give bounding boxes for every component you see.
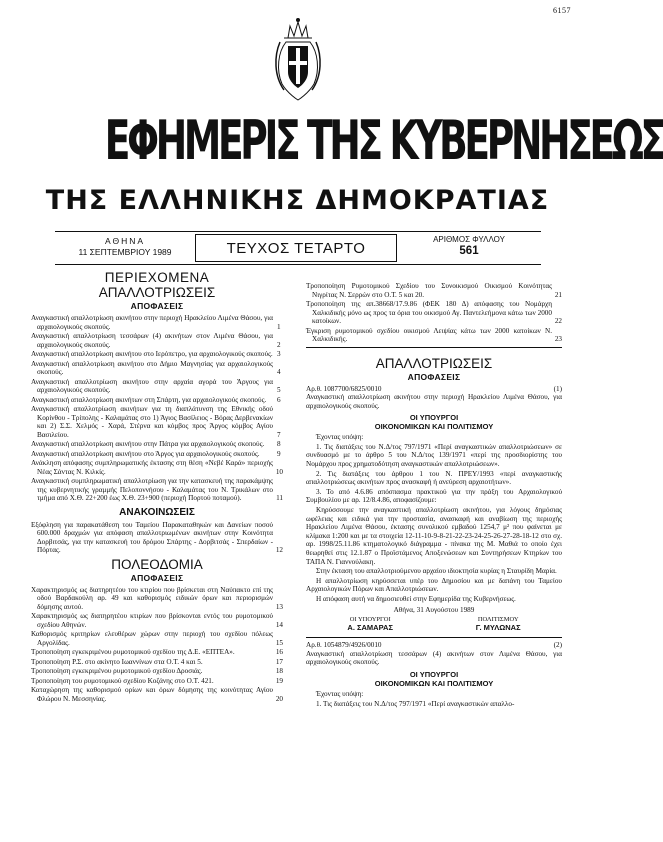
issue-info-bar [55,231,541,265]
toc-item[interactable]: Αναγκαστική συμπληρωματική απαλλοτρίωση για την κατασκευή της παρακάμψης της κυβερνητικής γραμμής Πελοποννήσου - Καλαμάτας του Ν. Τρικάλων στο τμήμα από Χ.Θ. 22+200 έως Χ.Θ. 23+900 (περιοχή Πορτού ποταμού). 11 [31,477,283,502]
toc-item[interactable]: Αναγκαστική απαλλοτρίωση ακινήτου στο Ιερόπετρο, για αρχαιολογικούς σκοπούς. 3 [31,350,281,358]
decree-paragraph: Η απόφαση αυτή να δημοσιευθεί στην Εφημερίδα της Κυβερνήσεως. [316,594,516,603]
decree-number: (1) [553,384,562,393]
decree-summary: Αναγκαστική απαλλοτρίωση τεσσάρων (4) ακινήτων στον Λιμένα Θάσου, για αρχαιολογικούς σκοπούς. [306,649,562,667]
toc-item[interactable]: Έγκριση ρυμοτομικού σχεδίου οικισμού Λειψίας κάτω των 2000 κατοίκων Ν. Χαλκιδικής. 23 [306,326,562,343]
sheet-number-block [397,232,541,264]
toc-section-heading: ΑΝΑΚΟΙΝΩΣΕΙΣ [119,506,195,518]
signature-name: Γ. ΜΥΛΩΝΑΣ [475,623,521,633]
toc-item[interactable]: Καταχώρηση της καθορισμού ορίων και όρων δόμησης της κοινότητας Αγίου Φλώρου Ν. Μεσσηνίας. 20 [31,686,283,703]
toc-item[interactable]: Αναγκαστική απαλλοτρίωση ακινήτου στην περιοχή Ηρακλείου Λιμένα Θάσου, για αρχαιολογικούς σκοπούς. 1 [31,314,281,331]
decree-summary: Αναγκαστική απαλλοτρίωση ακινήτου στην περιοχή Ηρακλείου Λιμένα Θάσου, για αρχαιολογικούς σκοπούς. [306,393,562,410]
toc-item[interactable]: Τροποποίηση Ρ.Σ. στο ακίνητο Ιωαννίνων στα Ο.Τ. 4 και 5. 17 [31,657,283,666]
section-heading: ΑΠΑΛΛΟΤΡΙΩΣΕΙΣ [375,355,493,371]
toc-section-heading: ΠΟΛΕΟΔΟΜΙΑ [111,556,203,572]
decree-reference: Αρ.θ. 1054879/4926/0010 [306,641,382,650]
toc-continuation [306,282,562,709]
decree-paragraph: Η απαλλοτρίωση κηρύσσεται υπέρ του Δημοσίου και με δαπάνη του Ταμείου Αρχαιολογικών Πόρων και Απαλλοτριώσεων. [306,576,562,594]
signature-role: ΟΙ ΥΠΟΥΡΓΟΙ [349,616,391,624]
ministers-heading: ΟΙ ΥΠΟΥΡΓΟΙ ΟΙΚΟΝΟΜΙΚΩΝ ΚΑΙ ΠΟΛΙΤΙΣΜΟΥ [374,669,494,688]
toc-section-heading: ΑΠΑΛΛΟΤΡΙΩΣΕΙΣ [98,285,216,300]
toc-item[interactable]: Χαρακτηρισμός ως διατηρητέου του κτιρίου που βρίσκεται στη Ναύπακτο επί της οδού Βαρδακούλη αρ. 49 και καθορισμός ειδικών όρων και περιορισμών δόμησης αυτού. 13 [31,585,283,611]
toc-item[interactable]: Χαρακτηρισμός ως διατηρητέου κτιρίων που βρίσκονται εντός του ρυμοτομικού σχεδίου Αθηνών. 14 [31,612,283,629]
issue-place-date [55,232,195,264]
toc-item[interactable]: Αναγκαστική απαλλοτρίωση ακινήτων στη Σπάρτη, για αρχαιολογικούς σκοπούς. 6 [31,395,281,404]
toc-item[interactable]: Τροποποίηση εγκεκριμένου ρυμοτομικού σχεδίου της Δ.Ε. «ΕΠΤΕΑ». 16 [31,648,283,656]
ministers-heading: ΟΙ ΥΠΟΥΡΓΟΙ ΟΙΚΟΝΟΜΙΚΩΝ ΚΑΙ ΠΟΛΙΤΙΣΜΟΥ [374,413,494,432]
toc-item[interactable]: Αναγκαστική απαλλοτρίωση ακινήτου στην αρχαία αγορά του Άργους για αρχαιολογικούς σκοπούς. 5 [31,377,281,394]
decree-paragraph: 3. Το από 4.6.86 απόσπασμα πρακτικού για την πράξη του Αρχαιολογικού Συμβουλίου με αρ. 12/8.4.86, αποφασίζουμε: [306,487,562,505]
toc-section-subheading: ΑΠΟΦΑΣΕΙΣ [130,572,184,583]
page-number: 6157 [553,6,571,15]
table-of-contents [31,270,283,704]
decree-header [306,385,562,394]
decree-paragraph: 2. Τις διατάξεις του άρθρου 1 του Ν. ΠΡΕΥ/1993 «περί αναγκαστικής απαλλοτριώσεως ακινήτων προς ανασκαφή ή ανεύρεση αρχαιοτήτων». [306,469,562,487]
decree-body [306,690,562,708]
decree-body [306,433,562,603]
toc-item[interactable]: Καθορισμός κριτηρίων ελευθέρων χώρων στην περιοχή του σχεδίου πόλεως Αργολίδας. 15 [31,630,283,647]
newspaper-title: ΕΦΗΜΕΡΙΣ ΤΗΣ ΚΥΒΕΡΝΗΣΕΩΣ [104,109,663,172]
toc-item[interactable]: Τροποποίηση εγκεκριμένου ρυμοτομικού σχεδίου Δροσιάς. 18 [31,667,283,675]
toc-item[interactable]: Αναγκαστική απαλλοτρίωση ακινήτου στο Δήμιο Μαγνησίας για αρχαιολογικούς σκοπούς. 4 [31,359,281,376]
issue-type: ΤΕΥΧΟΣ ΤΕΤΑΡΤΟ [226,239,366,257]
toc-item[interactable]: Αναγκαστική απαλλοτρίωση ακινήτων για τη διαπλάτυνση της Εθνικής οδού Κορίνθου - Τρίπολης - Καλαμάτας στο 1) Άγιος Βασίλειος - Βόρας Δερβενακίων και 2) Σ.Σ. Χελμός - Χαρά, Στέρνα και κόμβος προς Άργος κόμβος Αγίου Βασιλείου. 7 [31,405,281,439]
decree-header [306,641,562,650]
decree-number: (2) [553,641,562,650]
coat-of-arms-emblem [266,12,330,104]
toc-item[interactable]: Αναγκαστική απαλλοτρίωση ακινήτου στην Πάτρα για αρχαιολογικούς σκοπούς. 8 [31,440,281,448]
decree-paragraph: 1. Τις διατάξεις του Ν.Δ/τος 797/1971 «Περί αναγκαστικών απαλλο- [316,699,515,708]
decree-paragraph: Έχοντας υπόψη: [316,689,364,698]
decree-date: Αθήνα, 31 Αυγούστου 1989 [393,605,475,614]
decree-paragraph: Κηρύσσουμε την αναγκαστική απαλλοτρίωση ακινήτου, για λόγους δημόσιας ωφέλειας και ειδικά για την προστασία, ανασκαφή και αναβίωση της περιοχής Ηρακλείου Λιμένα Θάσου, έκτασης συνολικού εμβαδού 1254,7 μ² που φαίνεται με κλίμακα 1:200 και με τα στοιχεία 12-11-10-9-8-21-22-23-24-25-26-27-28-18-12 στο σχ. αρ. 1998/25.11.86 κτηματολογικό διάγραμμα - πίνακα της Μ. Μαθιά το οποίο έχει θεωρηθεί στις 12.1.87 ο Προϊστάμενος Αποξενώσεων και Συντηρήσεων Κτηρίων του ΤΑΠΑ Ν. Γιαννούλακη. [306,506,562,566]
toc-item[interactable]: Τροποποίηση Ρυμοτομικού Σχεδίου του Συνοικισμού Οικισμού Κοινότητας Νιγρίτας Ν. Σερρών στο Ο.Τ. 5 και 20. 21 [306,282,562,299]
sheet-number-label: ΑΡΙΘΜΟΣ ΦΥΛΛΟΥ [433,235,505,244]
toc-item[interactable]: Ανάκληση απόφασης συμπληρωματικής έκτασης στη θέση «Νεβέ Καρά» περιοχής Νέας Σάντας Ν. Κιλκίς. 10 [31,459,283,476]
toc-item[interactable]: Αναγκαστική απαλλοτρίωση τεσσάρων (4) ακινήτων στον Λιμένα Θάσου, για αρχαιολογικούς σκοπούς. 2 [31,332,281,349]
signature-role: ΠΟΛΙΤΙΣΜΟΥ [477,616,519,624]
issue-city: ΑΘΗΝΑ [104,236,146,246]
toc-item[interactable]: Τροποποίηση της απ.38668/17.9.86 (ΦΕΚ 180 Δ) απόφασης του Νομάρχη Χαλκιδικής μόνο ως προς τα όρια του οικισμού Αγ. Παντελεήμονα κάτω των 2000 κατοίκων. 22 [306,300,562,325]
signature-name: Α. ΣΑΜΑΡΑΣ [347,623,393,633]
section-subheading: ΑΠΟΦΑΣΕΙΣ [407,371,461,382]
decree-divider [306,637,562,638]
section-divider [306,347,562,348]
toc-title: ΠΕΡΙΕΧΟΜΕΝΑ [104,270,210,285]
toc-item[interactable]: Τροποποίηση του ρυμοτομικού σχεδίου Κοζάνης στο Ο.Τ. 421. 19 [31,676,283,685]
sheet-number: 561 [459,245,479,257]
decree-reference: Αρ.θ. 1087700/6825/0010 [306,384,382,393]
toc-item[interactable]: Αναγκαστική απαλλοτρίωση ακινήτου στο Άργος για αρχαιολογικούς σκοπούς. 9 [31,449,281,458]
toc-item[interactable]: Εξόφληση για παρακατάθεση του Ταμείου Παρακαταθηκών και Δανείων ποσού 600.000 δραχμών για απόφαση απαλλοτριωμένων ακινήτων στην Κοινότητα Δορβιτσάς, για την κατασκευή του δρόμου Σπάρτης - Δορβιτσάς - Σπερδαίων - Πόρτας. 12 [31,520,283,554]
issue-date: 11 ΣΕΠΤΕΜΒΡΙΟΥ 1989 [78,247,172,257]
newspaper-subtitle: ΤΗΣ ΕΛΛΗΝΙΚΗΣ ΔΗΜΟΚΡΑΤΙΑΣ [45,185,550,216]
decree-paragraph: 1. Τις διατάξεις του Ν.Δ/τος 797/1971 «Περί αναγκαστικών απαλλοτριώσεων» σε συνδυασμό με το άρθρο 5 του Ν.Δ/τος 139/1971 «περί της προσδιορίστης του Νομάρχου προς χρηματοδότηση αναγκαστικών απαλλοτριώσεων». [306,442,562,469]
decree-paragraph: Στην έκταση του απαλλοτριούμενου αρχαίου ιδιοκτησία κυρίας η Σταυρίδη Μαρία. [316,567,557,576]
toc-section-subheading: ΑΠΟΦΑΣΕΙΣ [130,301,184,311]
signatures [306,616,562,633]
issue-type-box [195,234,397,262]
decree-paragraph: Έχοντας υπόψη: [316,433,364,442]
